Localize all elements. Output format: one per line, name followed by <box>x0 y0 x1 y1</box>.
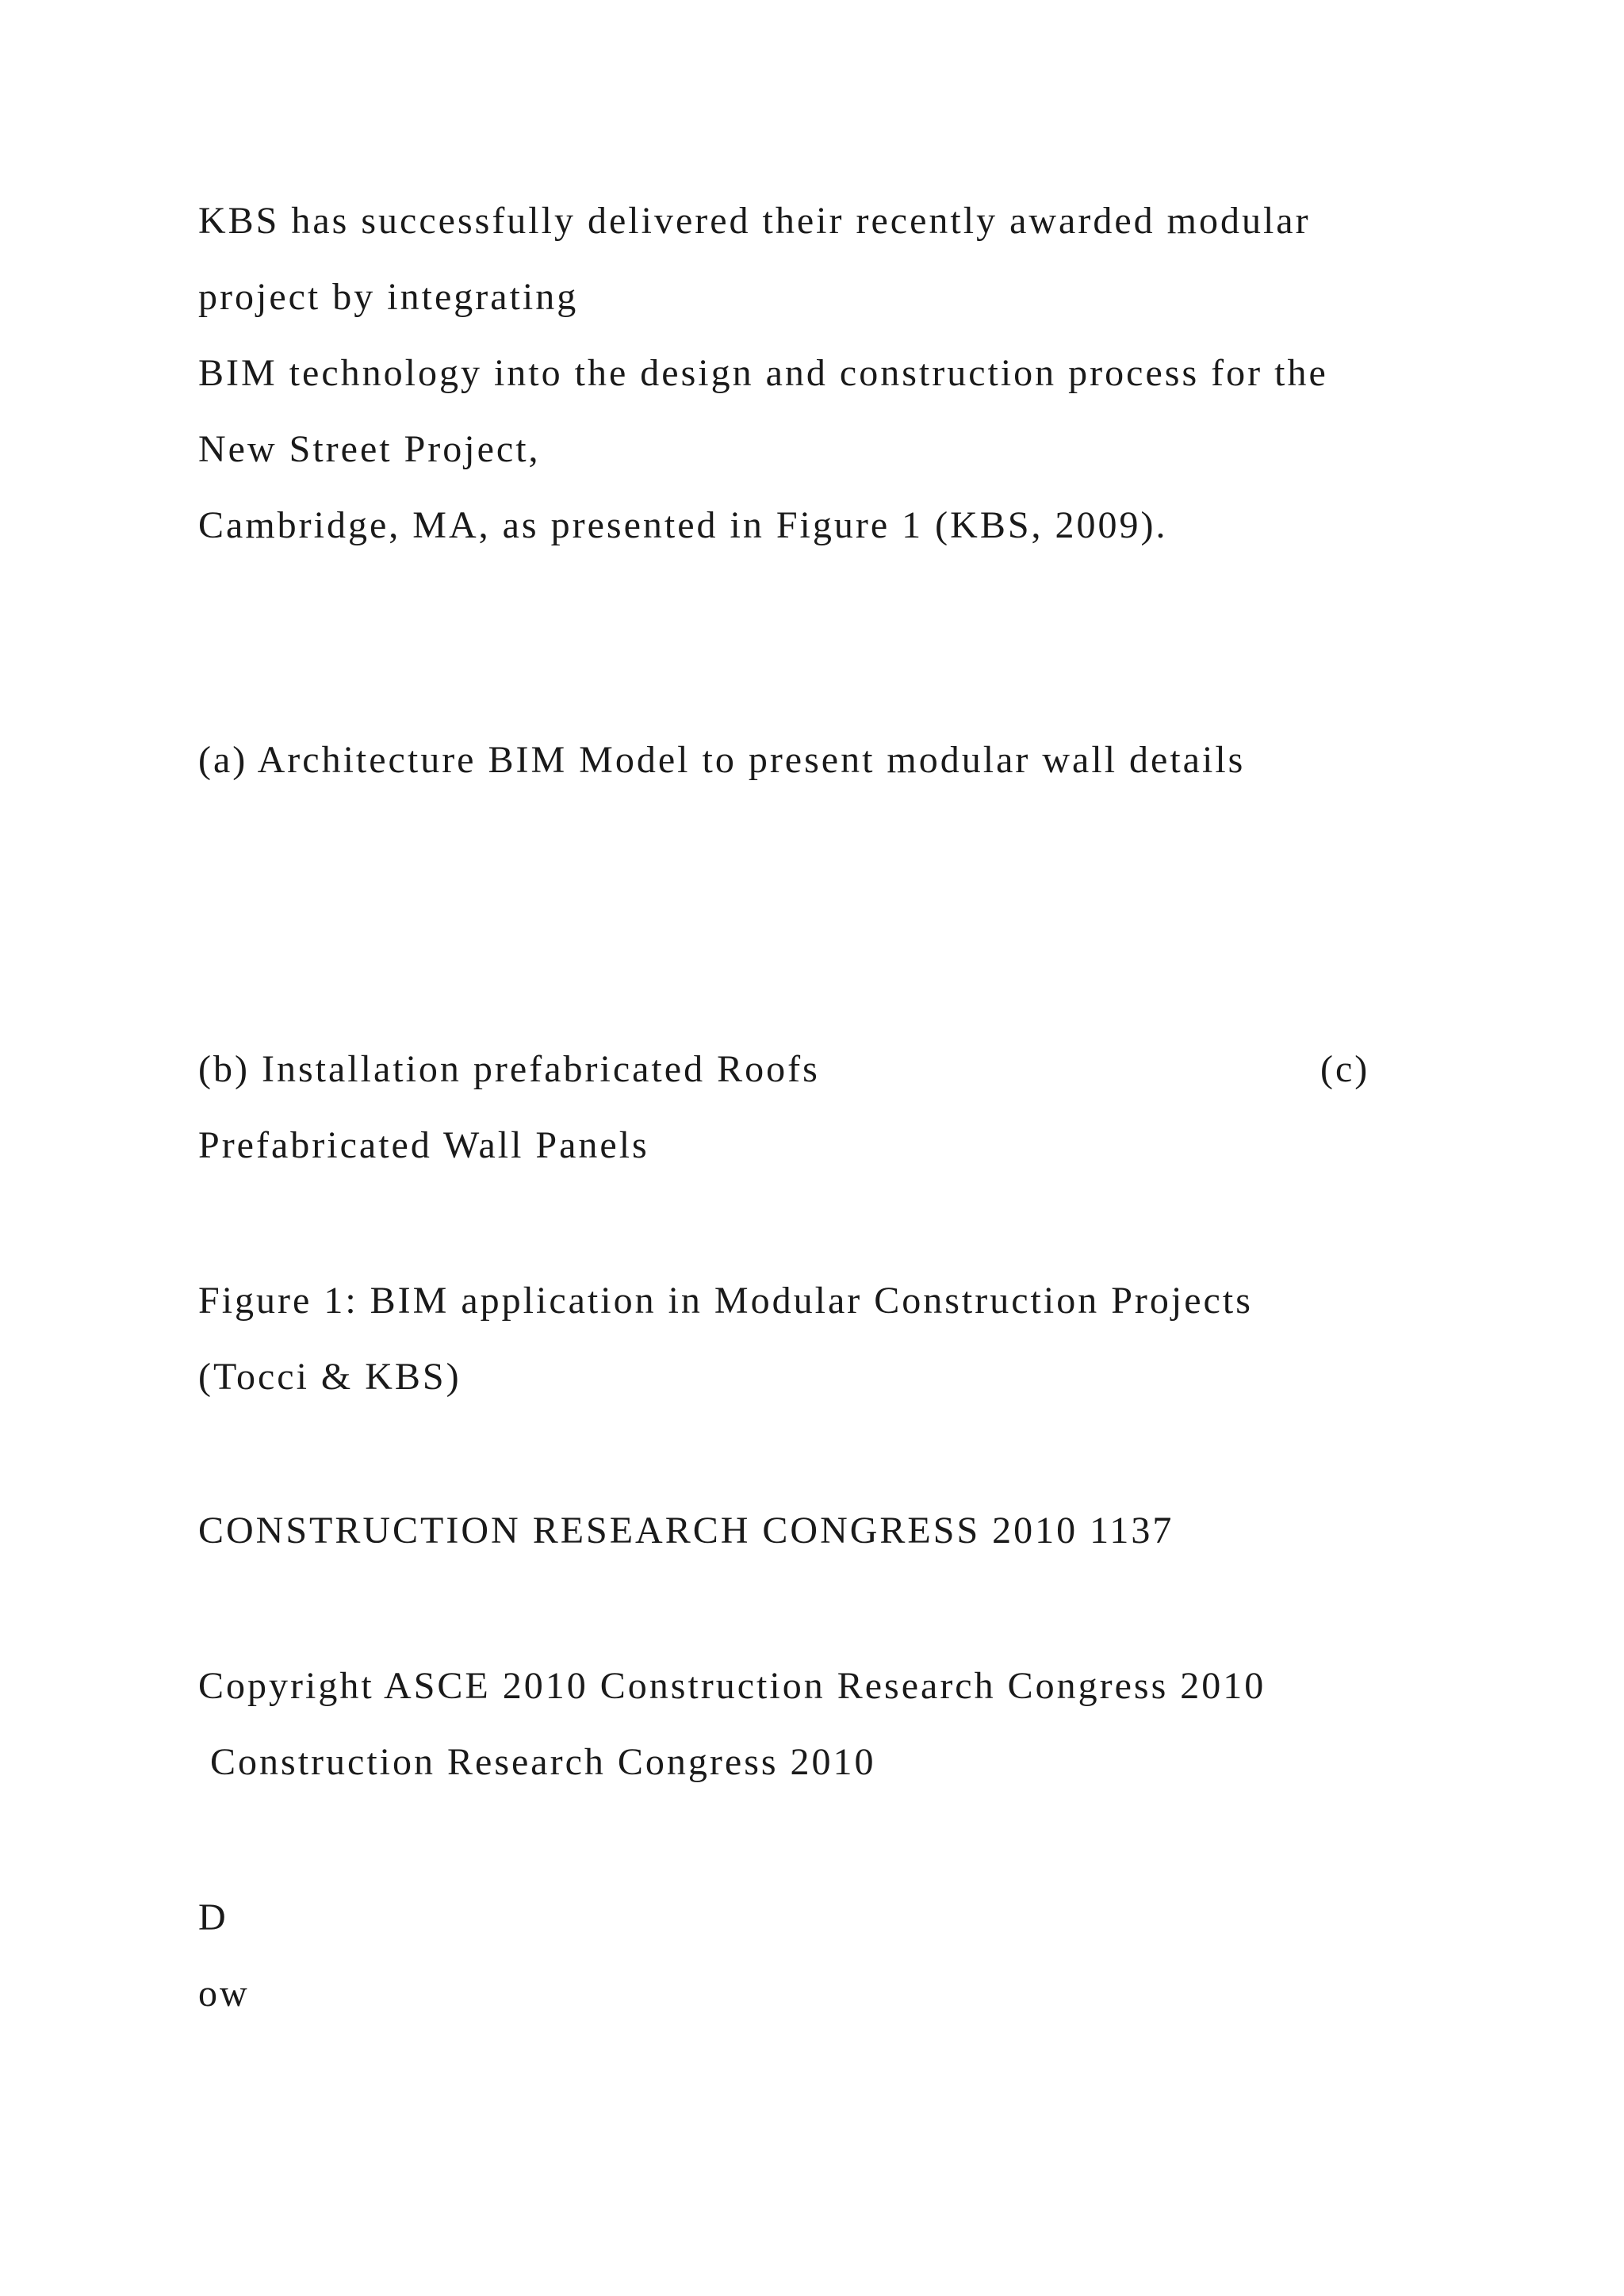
conference-header: CONSTRUCTION RESEARCH CONGRESS 2010 1137 <box>198 1510 1174 1552</box>
text-fragment: ow <box>198 1973 250 2015</box>
figure-caption-b: (b) Installation prefabricated Roofs <box>198 1048 820 1090</box>
copyright-line: Construction Research Congress 2010 <box>198 1741 876 1783</box>
paragraph-line: project by integrating <box>198 276 579 318</box>
figure-title-source: (Tocci & KBS) <box>198 1356 462 1398</box>
paragraph-line: Cambridge, MA, as presented in Figure 1 (KBS, 2009). <box>198 504 1168 546</box>
paragraph-line: New Street Project, <box>198 428 541 470</box>
paragraph-line: KBS has successfully delivered their recently awarded modular <box>198 200 1311 242</box>
paragraph-line: BIM technology into the design and construction process for the <box>198 352 1328 394</box>
figure-title: Figure 1: BIM application in Modular Construction Projects <box>198 1280 1253 1322</box>
figure-caption-c-label: (c) <box>1320 1048 1370 1090</box>
figure-caption-a: (a) Architecture BIM Model to present modular wall details <box>198 739 1246 781</box>
figure-caption-c-text: Prefabricated Wall Panels <box>198 1124 649 1166</box>
copyright-line: Copyright ASCE 2010 Construction Research Congress 2010 <box>198 1665 1266 1707</box>
text-fragment: D <box>198 1896 228 1938</box>
